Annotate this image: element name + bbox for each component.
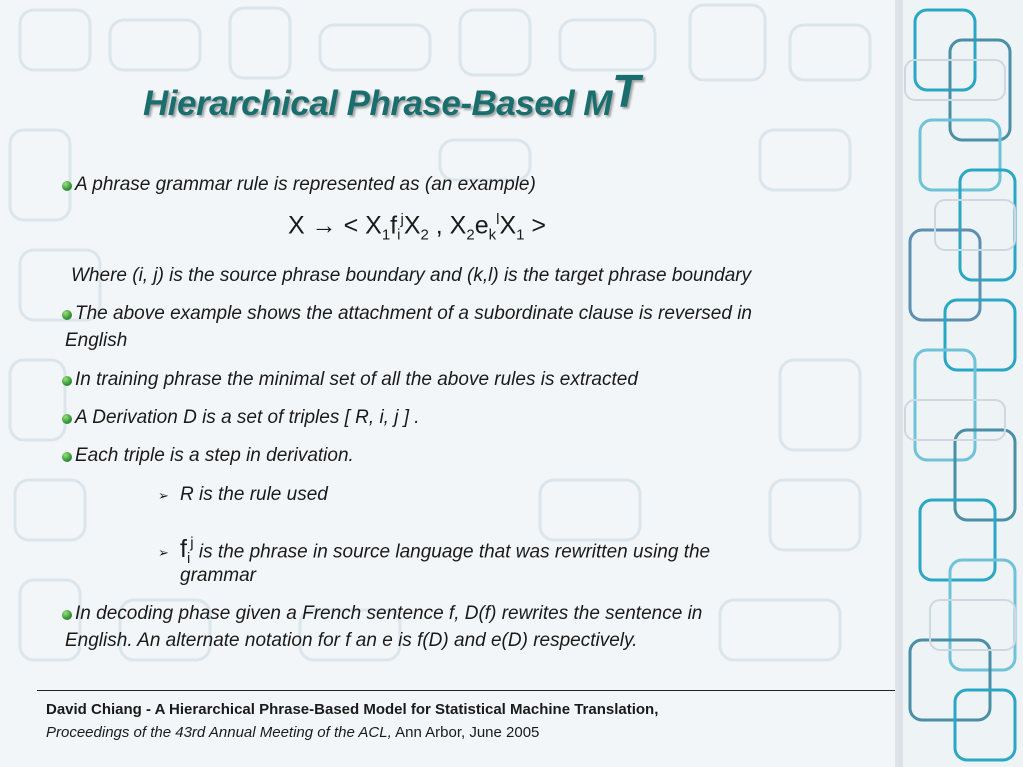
sub-bullet-phrase-continued: grammar: [180, 565, 257, 586]
triple-bullet: Each triple is a step in derivation.: [62, 442, 354, 469]
bullet-icon: [62, 376, 72, 386]
slide-title: Hierarchical Phrase-Based MT: [143, 65, 640, 123]
attach-bullet-continued: English: [65, 330, 128, 351]
where-line: Where (i, j) is the source phrase boundary and (k,l) is the target phrase boundary: [71, 265, 752, 286]
sub-bullet-rule: ➢ R is the rule used: [158, 481, 328, 509]
bullet-icon: [62, 610, 72, 620]
bullet-icon: [62, 310, 72, 320]
arrowhead-bullet-icon: ➢: [158, 545, 169, 561]
arrowhead-bullet-icon: ➢: [158, 488, 169, 503]
attach-bullet: The above example shows the attachment of a subordinate clause is reversed in: [62, 300, 752, 327]
intro-bullet: A phrase grammar rule is represented as (an example): [62, 171, 536, 198]
decoding-bullet: In decoding phase given a French sentence f, D(f) rewrites the sentence in: [62, 600, 702, 627]
sub-bullet-phrase: ➢ $f_i^j$ is the phrase in source language that was rewritten using the: [158, 535, 711, 568]
right-arrow-icon: →: [311, 211, 337, 240]
bullet-icon: [62, 452, 72, 462]
derivation-bullet: A Derivation D is a set of triples [ R, i, j ] .: [62, 404, 420, 431]
rule-formula: X → < $X_1f_i^jX_2$ , $X_2e_k^lX_1$ >: [288, 211, 547, 244]
citation-venue: Proceedings of the 43rd Annual Meeting of the ACL, Ann Arbor, June 2005: [46, 724, 540, 741]
footer-divider: [37, 690, 895, 691]
decoding-bullet-continued: English. An alternate notation for f an e is f(D) and e(D) respectively.: [65, 630, 638, 651]
training-bullet: In training phrase the minimal set of all the above rules is extracted: [62, 366, 638, 393]
citation-authors-title: David Chiang - A Hierarchical Phrase-Based Model for Statistical Machine Translation,: [46, 701, 659, 718]
bullet-icon: [62, 181, 72, 191]
bullet-icon: [62, 414, 72, 424]
